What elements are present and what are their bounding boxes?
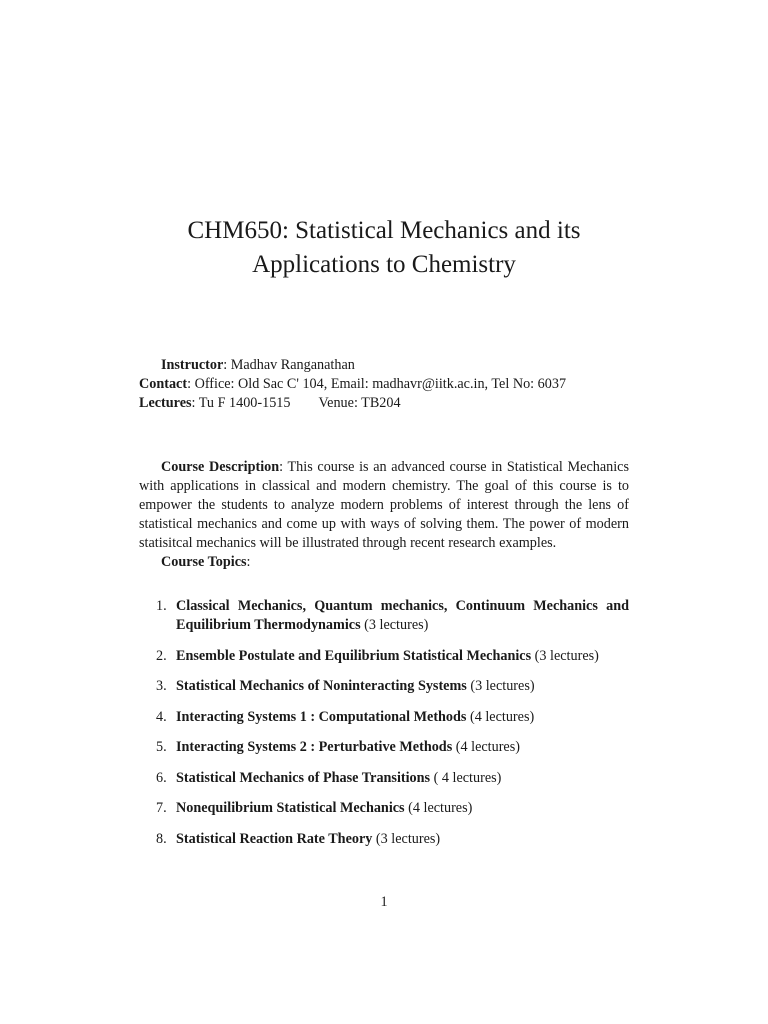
description-paragraph xyxy=(139,458,629,553)
topic-item xyxy=(139,647,629,666)
topic-number: 2. xyxy=(156,647,167,664)
instructor-label: Instructor xyxy=(161,357,224,373)
topic-title: Interacting Systems 1 : Computational Methods xyxy=(176,708,467,725)
topic-title: Statistical Mechanics of Noninteracting Systems xyxy=(176,678,467,694)
lectures-label: Lectures xyxy=(139,395,192,411)
instructor-line xyxy=(139,356,629,375)
title-line-2: Applications to Chemistry xyxy=(252,251,516,278)
topic-lectures: (4 lectures) xyxy=(408,800,473,816)
topic-lectures: (3 lectures) xyxy=(534,647,599,664)
topic-lectures: (3 lectures) xyxy=(375,830,441,847)
instructor-value: : Madhav Ranganathan xyxy=(223,357,355,373)
topic-title: Classical Mechanics, Quantum mechanics, Continuum Mechanics and Equilibrium Thermodynamics xyxy=(176,598,629,633)
topic-item xyxy=(139,738,629,757)
topic-number: 7. xyxy=(156,800,167,816)
topic-number: 5. xyxy=(156,739,167,755)
document-title xyxy=(0,214,768,282)
topics-label: Course Topics xyxy=(161,554,247,570)
lectures-line xyxy=(139,394,629,413)
topic-item xyxy=(139,830,629,849)
venue-value: Venue: TB204 xyxy=(318,395,401,411)
topic-number: 1. xyxy=(156,598,167,614)
topic-item xyxy=(139,677,629,696)
topic-lectures: (4 lectures) xyxy=(455,739,520,755)
topic-item xyxy=(139,769,629,788)
course-info xyxy=(139,356,629,413)
course-description xyxy=(139,458,629,572)
topic-title: Interacting Systems 2 : Perturbative Methods xyxy=(176,739,453,755)
topic-title: Ensemble Postulate and Equilibrium Statistical Mechanics xyxy=(176,647,532,664)
topics-list xyxy=(139,597,629,860)
description-text: : This course is an advanced course in Statistical Mechanics with applications in classical and modern chemistry. The goal of this course is to empower the students to analyze modern problems of interest through the lens of statistical mechanics and come up with ways of solving them. The power of modern statisitcal mechanics will be illustrated through recent research examples. xyxy=(139,459,629,551)
topic-title: Statistical Reaction Rate Theory xyxy=(176,830,373,847)
topic-lectures: ( 4 lectures) xyxy=(433,769,502,786)
description-label: Course Description xyxy=(161,459,280,475)
contact-line xyxy=(139,375,629,394)
title-line-1: CHM650: Statistical Mechanics and its xyxy=(187,217,581,244)
topic-item xyxy=(139,597,629,635)
contact-value: : Office: Old Sac C' 104, Email: madhavr@iitk.ac.in, Tel No: 6037 xyxy=(187,376,567,392)
topic-lectures: (4 lectures) xyxy=(470,708,535,725)
contact-label: Contact xyxy=(139,376,188,392)
topic-title: Nonequilibrium Statistical Mechanics xyxy=(176,800,405,816)
topic-lectures: (3 lectures) xyxy=(470,678,535,694)
page-number: 1 xyxy=(380,894,388,910)
topic-number: 4. xyxy=(156,708,167,725)
topic-lectures: (3 lectures) xyxy=(364,617,429,633)
topics-heading xyxy=(139,553,629,572)
lectures-value: : Tu F 1400-1515 xyxy=(191,395,291,411)
topic-number: 8. xyxy=(156,830,167,847)
topic-number: 3. xyxy=(156,678,167,694)
topic-title: Statistical Mechanics of Phase Transitions xyxy=(176,769,431,786)
topic-number: 6. xyxy=(156,769,167,786)
topic-item xyxy=(139,708,629,727)
topic-item xyxy=(139,799,629,818)
topics-label-suffix: : xyxy=(246,554,251,570)
